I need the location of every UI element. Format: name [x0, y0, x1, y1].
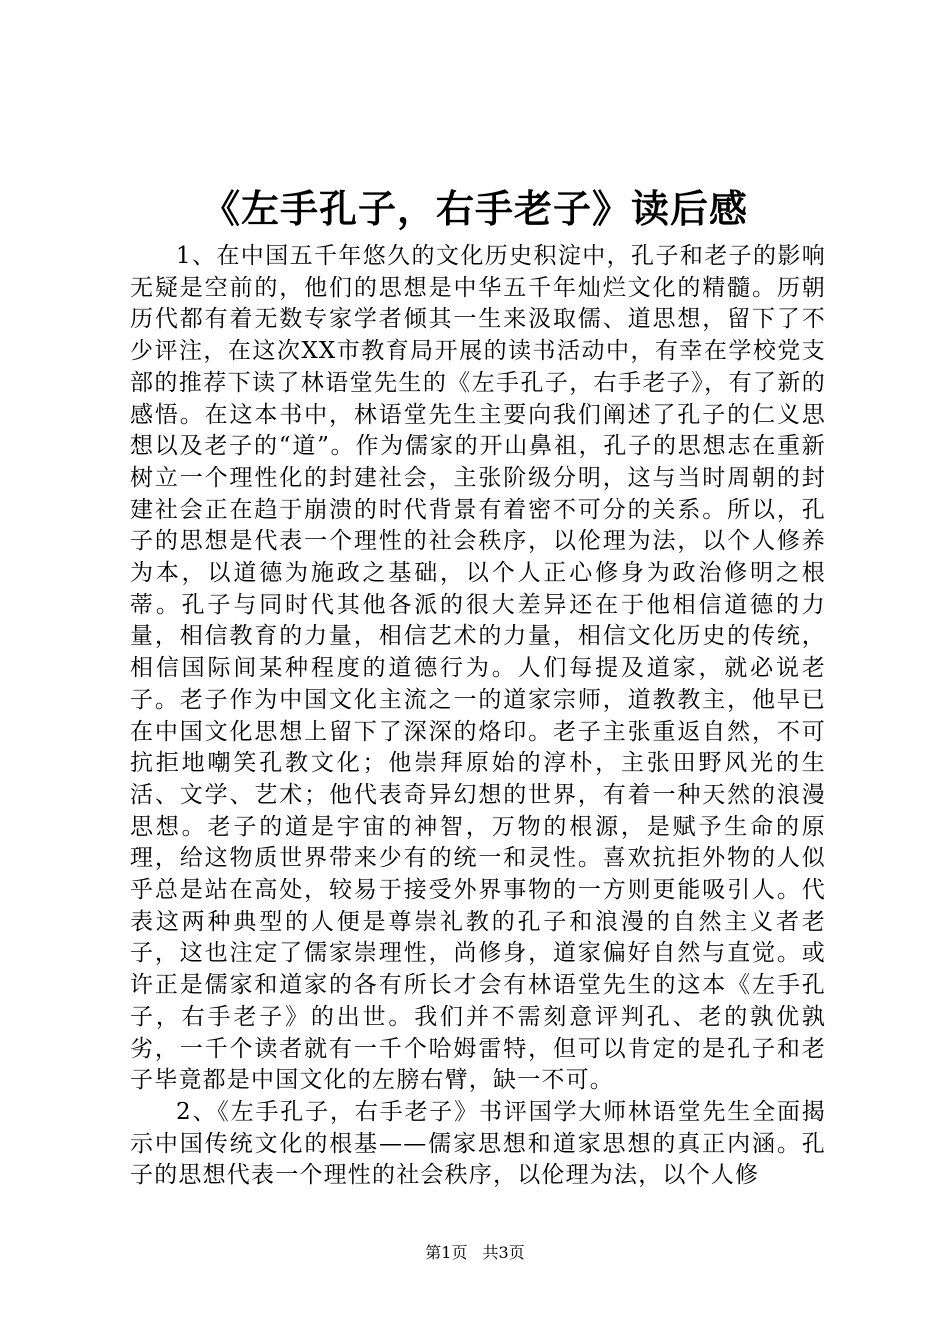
page-footer [0, 1242, 950, 1264]
page-total: 共3页 [482, 1243, 525, 1262]
paragraph-2: 2、《左手孔子，右手老子》书评国学大师林语堂先生全面揭示中国传统文化的根基——儒家思想和道家思想的真正内涵。孔子的思想代表一个理性的社会秩序，以伦理为法，以个人修 [130, 1098, 826, 1189]
page-number: 第1页 [425, 1243, 468, 1262]
document-body [130, 241, 826, 1192]
document-title: 《左手孔子，右手老子》读后感 [201, 186, 748, 231]
paragraph-1: 1、在中国五千年悠久的文化历史积淀中，孔子和老子的影响无疑是空前的，他们的思想是中华五千年灿烂文化的精髓。历朝历代都有着无数专家学者倾其一生来汲取儒、道思想，留下了不少评注，在这次XX市教育局开展的读书活动中，有幸在学校党支部的推荐下读了林语堂先生的《左手孔子，右手老子》，有了新的感悟。在这本书中，林语堂先生主要向我们阐述了孔子的仁义思想以及老子的“道”。作为儒家的开山鼻祖，孔子的思想志在重新树立一个理性化的封建社会，主张阶级分明，这与当时周朝的封建社会正在趋于崩溃的时代背景有着密不可分的关系。所以，孔子的思想是代表一个理性的社会秩序，以伦理为法，以个人修养为本，以道德为施政之基础，以个人正心修身为政治修明之根蒂。孔子与同时代其他各派的很大差异还在于他相信道德的力量，相信教育的力量，相信艺术的力量，相信文化历史的传统，相信国际间某种程度的道德行为。人们每提及道家，就必说老子。老子作为中国文化主流之一的道家宗师，道教教主，他早已在中国文化思想上留下了深深的烙印。老子主张重返自然，不可抗拒地嘲笑孔教文化；他崇拜原始的淳朴，主张田野风光的生活、文学、艺术；他代表奇异幻想的世界，有着一种天然的浪漫思想。老子的道是宇宙的神智，万物的根源，是赋予生命的原理，给这物质世界带来少有的统一和灵性。喜欢抗拒外物的人似乎总是站在高处，较易于接受外界事物的一方则更能吸引人。代表这两种典型的人便是尊崇礼教的孔子和浪漫的自然主义者老子，这也注定了儒家崇理性，尚修身，道家偏好自然与直觉。或许正是儒家和道家的各有所长才会有林语堂先生的这本《左手孔子，右手老子》的出世。我们并不需刻意评判孔、老的孰优孰劣，一千个读者就有一千个哈姆雷特，但可以肯定的是孔子和老子毕竟都是中国文化的左膀右臂，缺一不可。 [130, 243, 826, 1094]
